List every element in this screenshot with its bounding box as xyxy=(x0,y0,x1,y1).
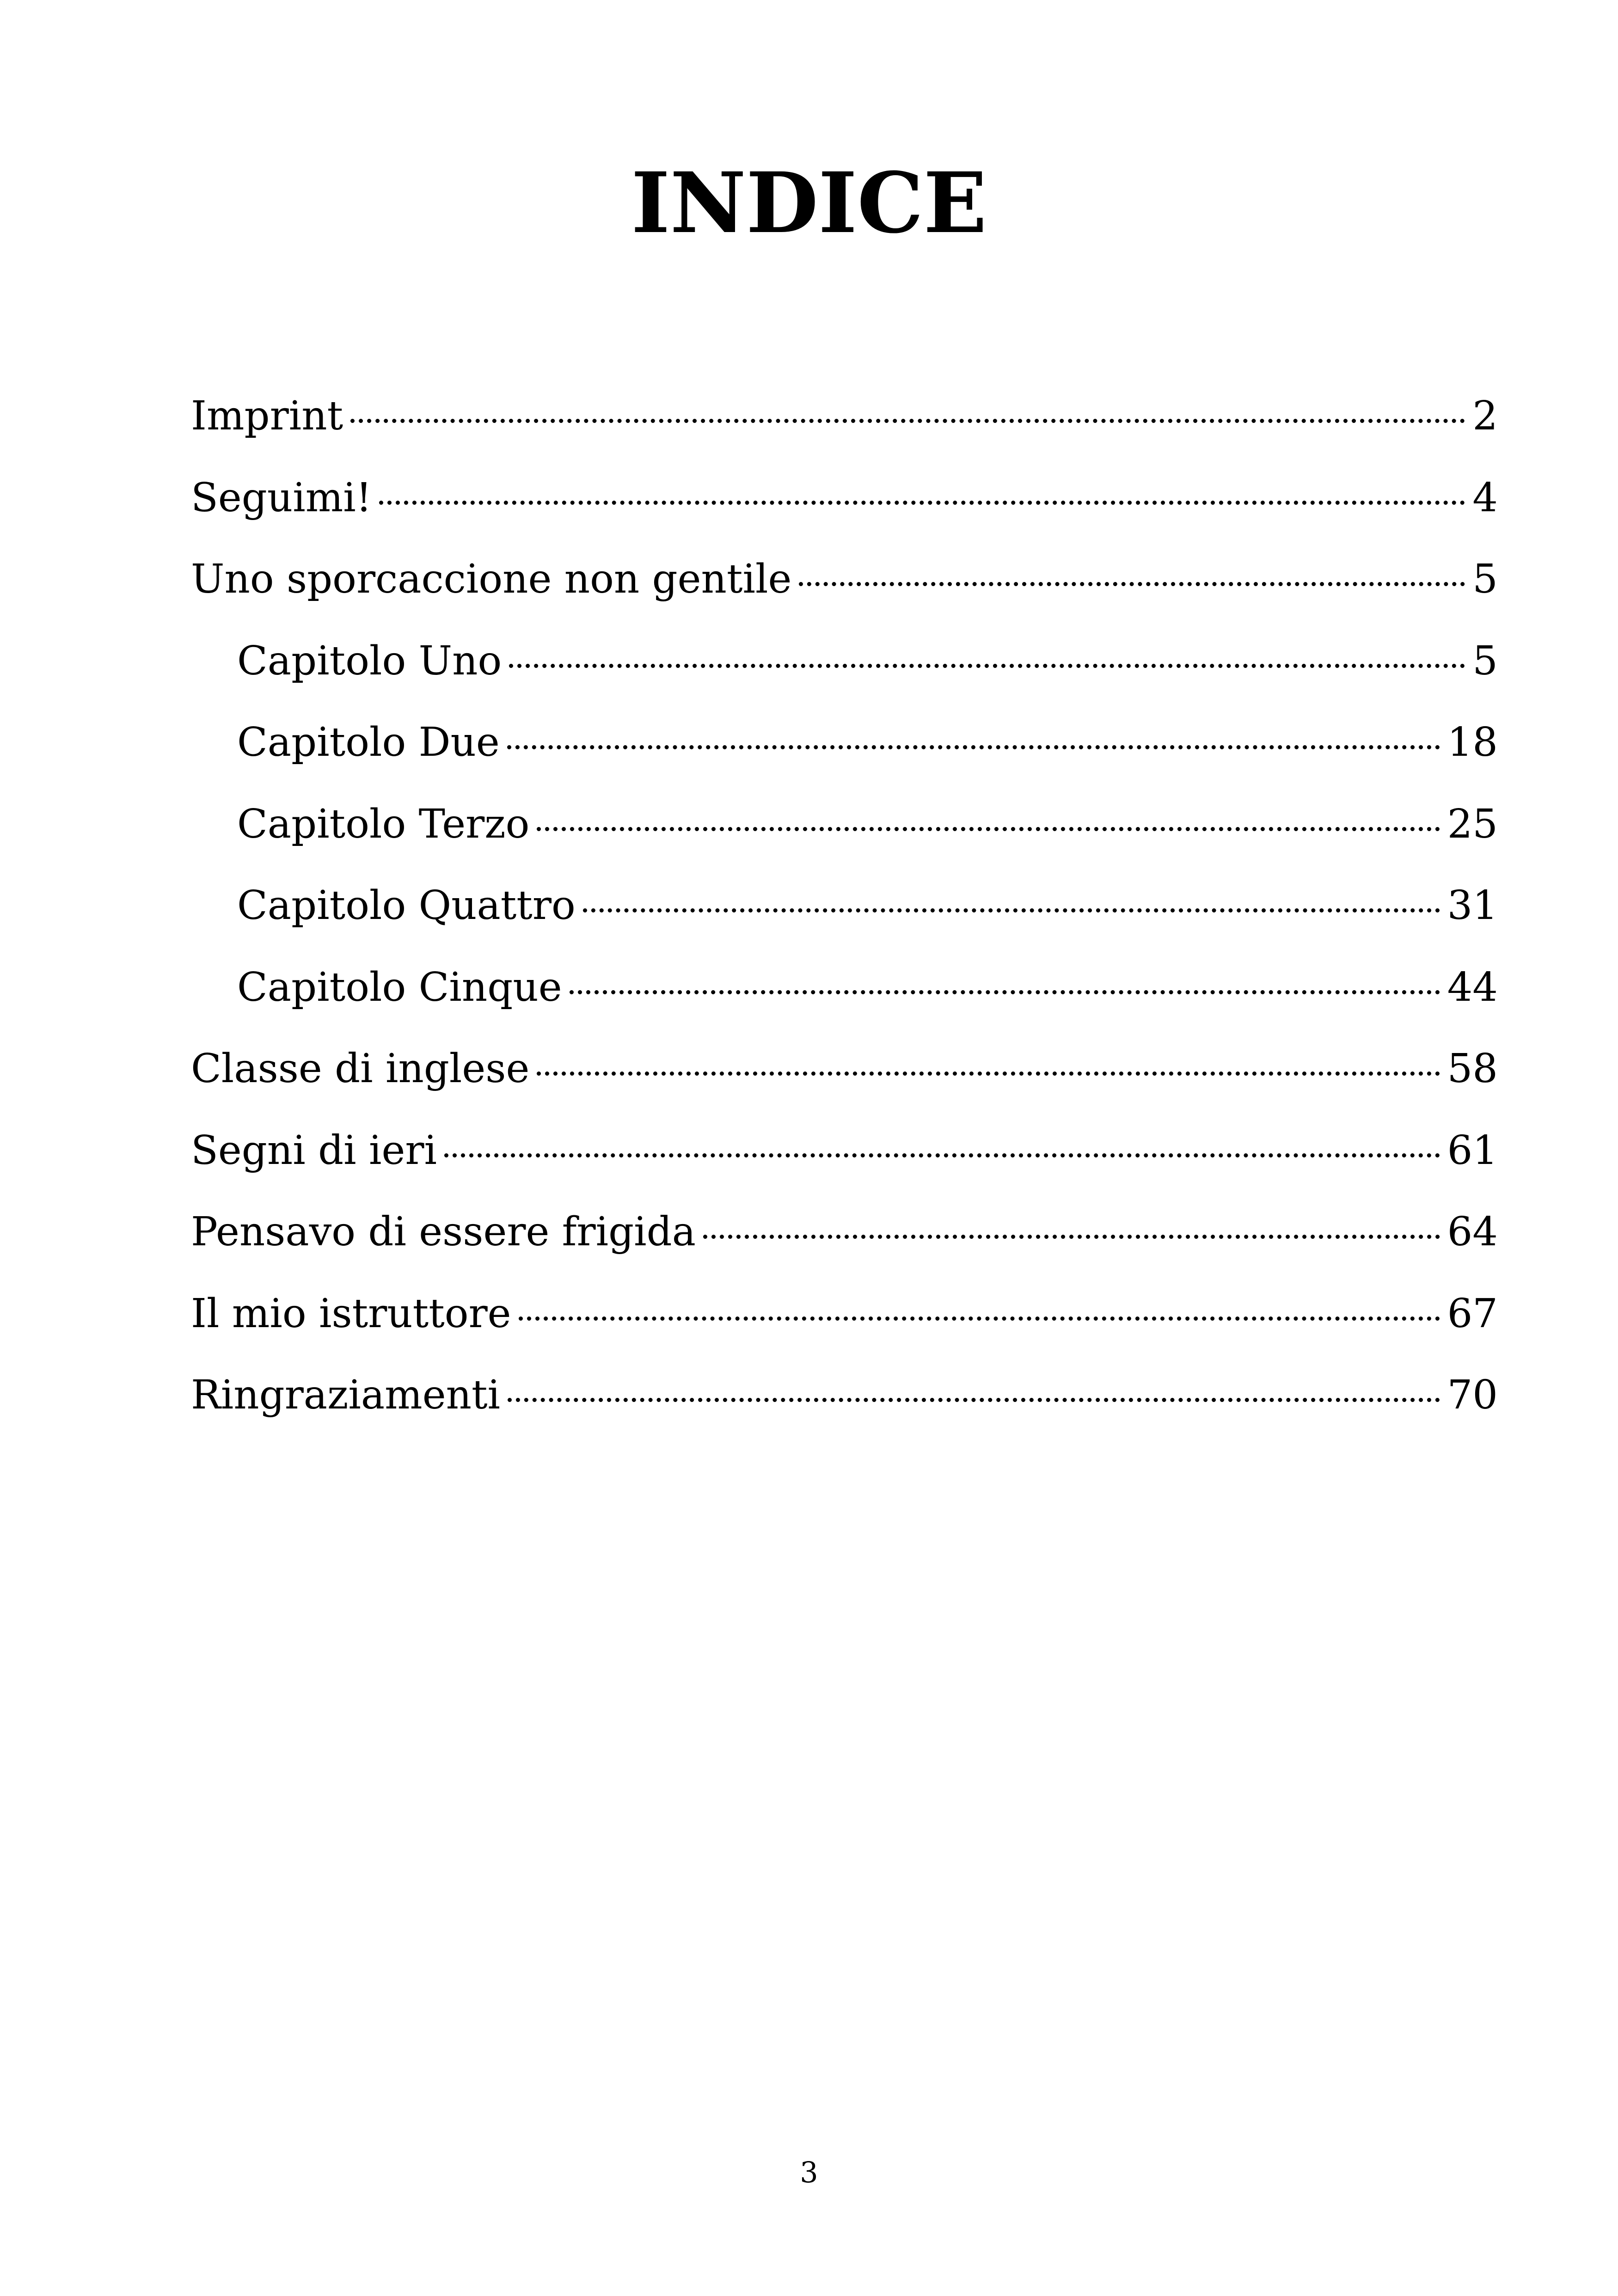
toc-entry-label: Imprint xyxy=(191,393,343,439)
table-of-contents xyxy=(191,384,1498,1445)
toc-entry-page: 67 xyxy=(1447,1290,1498,1337)
toc-entry-label: Classe di inglese xyxy=(191,1046,530,1092)
toc-entry-classe-di-inglese[interactable] xyxy=(191,1036,1498,1118)
toc-entry-capitolo-cinque[interactable] xyxy=(191,955,1498,1037)
toc-entry-capitolo-due[interactable] xyxy=(191,710,1498,792)
toc-entry-il-mio-istruttore[interactable] xyxy=(191,1281,1498,1363)
dot-leader xyxy=(537,827,1440,831)
page-number: 3 xyxy=(800,2155,818,2189)
toc-entry-ringraziamenti[interactable] xyxy=(191,1363,1498,1445)
toc-entry-page: 31 xyxy=(1447,882,1498,929)
toc-entry-label: Il mio istruttore xyxy=(191,1290,511,1337)
toc-entry-label: Uno sporcaccione non gentile xyxy=(191,556,792,602)
page-title: INDICE xyxy=(631,154,987,252)
toc-entry-capitolo-quattro[interactable] xyxy=(191,873,1498,955)
toc-entry-page: 64 xyxy=(1447,1209,1498,1255)
toc-entry-uno-sporcaccione[interactable] xyxy=(191,547,1498,629)
dot-leader xyxy=(570,990,1440,994)
toc-entry-label: Ringraziamenti xyxy=(191,1372,501,1418)
dot-leader xyxy=(583,908,1440,912)
toc-entry-page: 25 xyxy=(1447,801,1498,847)
toc-entry-page: 5 xyxy=(1472,637,1498,684)
toc-entry-label: Capitolo Due xyxy=(237,719,500,765)
dot-leader xyxy=(507,745,1440,749)
toc-entry-imprint[interactable] xyxy=(191,384,1498,465)
dot-leader xyxy=(703,1235,1440,1239)
toc-entry-label: Capitolo Uno xyxy=(237,637,502,684)
toc-entry-segni-di-ieri[interactable] xyxy=(191,1118,1498,1200)
toc-entry-page: 4 xyxy=(1472,474,1498,521)
dot-leader xyxy=(350,419,1465,423)
dot-leader xyxy=(508,1398,1440,1402)
dot-leader xyxy=(509,664,1465,668)
toc-entry-page: 61 xyxy=(1447,1127,1498,1174)
toc-entry-page: 44 xyxy=(1447,964,1498,1010)
toc-entry-label: Segni di ieri xyxy=(191,1127,437,1174)
dot-leader xyxy=(444,1153,1440,1157)
toc-entry-pensavo-di-essere-frigida[interactable] xyxy=(191,1200,1498,1281)
toc-entry-page: 5 xyxy=(1472,556,1498,602)
toc-entry-label: Pensavo di essere frigida xyxy=(191,1209,696,1255)
dot-leader xyxy=(519,1316,1440,1321)
toc-entry-label: Capitolo Quattro xyxy=(237,882,576,929)
toc-entry-page: 70 xyxy=(1447,1372,1498,1418)
dot-leader xyxy=(537,1071,1440,1076)
toc-entry-capitolo-terzo[interactable] xyxy=(191,792,1498,874)
toc-entry-seguimi[interactable] xyxy=(191,465,1498,547)
toc-entry-label: Seguimi! xyxy=(191,474,372,521)
toc-entry-label: Capitolo Terzo xyxy=(237,801,530,847)
toc-entry-page: 58 xyxy=(1447,1046,1498,1092)
toc-entry-capitolo-uno[interactable] xyxy=(191,629,1498,710)
dot-leader xyxy=(379,501,1465,505)
toc-entry-label: Capitolo Cinque xyxy=(237,964,562,1010)
toc-entry-page: 2 xyxy=(1472,393,1498,439)
toc-entry-page: 18 xyxy=(1447,719,1498,765)
dot-leader xyxy=(799,582,1465,586)
